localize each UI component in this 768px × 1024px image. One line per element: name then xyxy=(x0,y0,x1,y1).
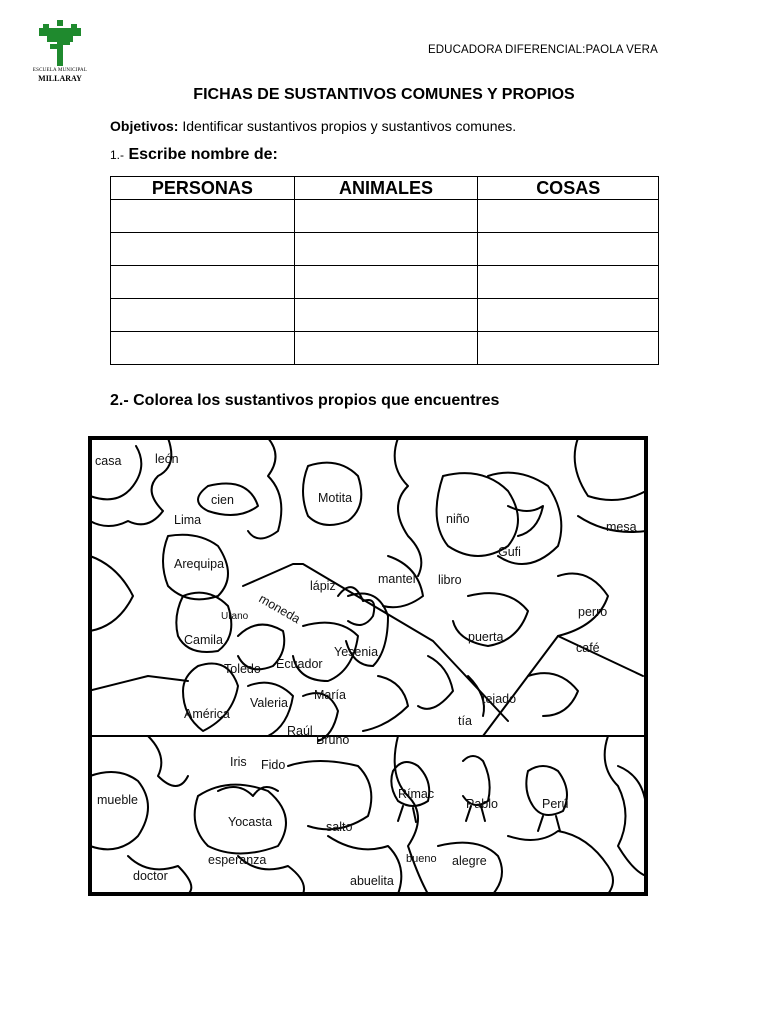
word-valeria[interactable]: Valeria xyxy=(250,696,288,710)
word-tejado[interactable]: tejado xyxy=(482,692,517,706)
header-cosas: COSAS xyxy=(478,177,659,200)
table-row xyxy=(111,266,659,299)
logo-line2: MILLARAY xyxy=(38,74,82,83)
word-libro[interactable]: libro xyxy=(438,573,462,587)
answer-cell[interactable] xyxy=(478,233,659,266)
page-title: FICHAS DE SUSTANTIVOS COMUNES Y PROPIOS xyxy=(193,86,575,103)
objectives-text: Identificar sustantivos propios y sustantivos comunes. xyxy=(178,118,517,134)
answer-cell[interactable] xyxy=(111,299,295,332)
word-tia[interactable]: tía xyxy=(458,714,472,728)
word-cafe[interactable]: café xyxy=(576,641,600,655)
word-moneda[interactable]: moneda xyxy=(256,591,303,627)
answer-cell[interactable] xyxy=(478,299,659,332)
word-bruno[interactable]: Bruno xyxy=(316,733,350,747)
answer-cell[interactable] xyxy=(111,332,295,365)
word-bueno[interactable]: bueno xyxy=(406,853,437,865)
answer-cell[interactable] xyxy=(294,266,478,299)
word-raul[interactable]: Raúl xyxy=(287,724,313,738)
coloring-puzzle xyxy=(88,436,648,896)
header-animales: ANIMALES xyxy=(294,177,478,200)
answer-cell[interactable] xyxy=(111,233,295,266)
word-iris[interactable]: Iris xyxy=(230,755,247,769)
word-camila[interactable]: Camila xyxy=(184,633,223,647)
logo-caption xyxy=(30,68,90,83)
noun-table xyxy=(110,176,659,365)
question-1-text: Escribe nombre de: xyxy=(124,146,278,163)
tree-logo-icon xyxy=(30,18,90,68)
answer-cell[interactable] xyxy=(294,332,478,365)
objectives-label: Objetivos: xyxy=(110,118,179,134)
word-america[interactable]: América xyxy=(184,707,230,721)
question-1-number: 1.- xyxy=(110,148,125,162)
word-abuelita[interactable]: abuelita xyxy=(350,874,394,888)
logo-line1: ESCUELA MUNICIPAL xyxy=(32,68,88,73)
word-peru[interactable]: Perú xyxy=(542,797,569,811)
objectives xyxy=(110,118,516,134)
word-ecuador[interactable]: Ecuador xyxy=(276,657,323,671)
table-row xyxy=(111,233,659,266)
answer-cell[interactable] xyxy=(478,332,659,365)
word-motita[interactable]: Motita xyxy=(318,491,353,505)
word-cien[interactable]: cien xyxy=(211,493,234,507)
table-header-row xyxy=(111,177,659,200)
word-esperanza[interactable]: esperanza xyxy=(208,853,267,867)
answer-cell[interactable] xyxy=(478,200,659,233)
answer-cell[interactable] xyxy=(111,266,295,299)
word-mantel[interactable]: mantel xyxy=(378,572,416,586)
word-puerta[interactable]: puerta xyxy=(468,630,504,644)
word-nino[interactable]: niño xyxy=(446,512,470,526)
table-row xyxy=(111,299,659,332)
table-row xyxy=(111,332,659,365)
answer-cell[interactable] xyxy=(478,266,659,299)
word-yocasta[interactable]: Yocasta xyxy=(228,815,273,829)
answer-cell[interactable] xyxy=(294,200,478,233)
question-1 xyxy=(110,146,278,164)
teacher-name: EDUCADORA DIFERENCIAL:PAOLA VERA xyxy=(428,44,658,56)
word-salto[interactable]: salto xyxy=(326,820,353,834)
word-lapiz[interactable]: lápiz xyxy=(310,579,336,593)
word-pablo[interactable]: Pablo xyxy=(466,797,498,811)
word-casa[interactable]: casa xyxy=(95,454,122,468)
answer-cell[interactable] xyxy=(294,233,478,266)
word-perro[interactable]: perro xyxy=(578,605,608,619)
question-2: 2.- Colorea los sustantivos propios que encuentres xyxy=(110,392,500,409)
word-rimac[interactable]: Rímac xyxy=(398,787,435,801)
word-mueble[interactable]: mueble xyxy=(97,793,138,807)
word-yesenia[interactable]: Yesenia xyxy=(334,645,379,659)
table-row xyxy=(111,200,659,233)
word-alegre[interactable]: alegre xyxy=(452,854,487,868)
word-mesa[interactable]: mesa xyxy=(606,520,637,534)
word-gufi[interactable]: Gufi xyxy=(498,545,521,559)
word-urano[interactable]: Urano xyxy=(221,611,249,622)
word-fido[interactable]: Fido xyxy=(261,758,286,772)
answer-cell[interactable] xyxy=(111,200,295,233)
word-arequipa[interactable]: Arequipa xyxy=(174,557,225,571)
answer-cell[interactable] xyxy=(294,299,478,332)
word-lima[interactable]: Lima xyxy=(174,513,202,527)
header-personas: PERSONAS xyxy=(111,177,295,200)
word-maria[interactable]: María xyxy=(314,688,346,702)
word-doctor[interactable]: doctor xyxy=(133,869,168,883)
word-toledo[interactable]: Toledo xyxy=(224,662,261,676)
word-leon[interactable]: león xyxy=(155,452,179,466)
puzzle-drawing xyxy=(88,436,648,896)
